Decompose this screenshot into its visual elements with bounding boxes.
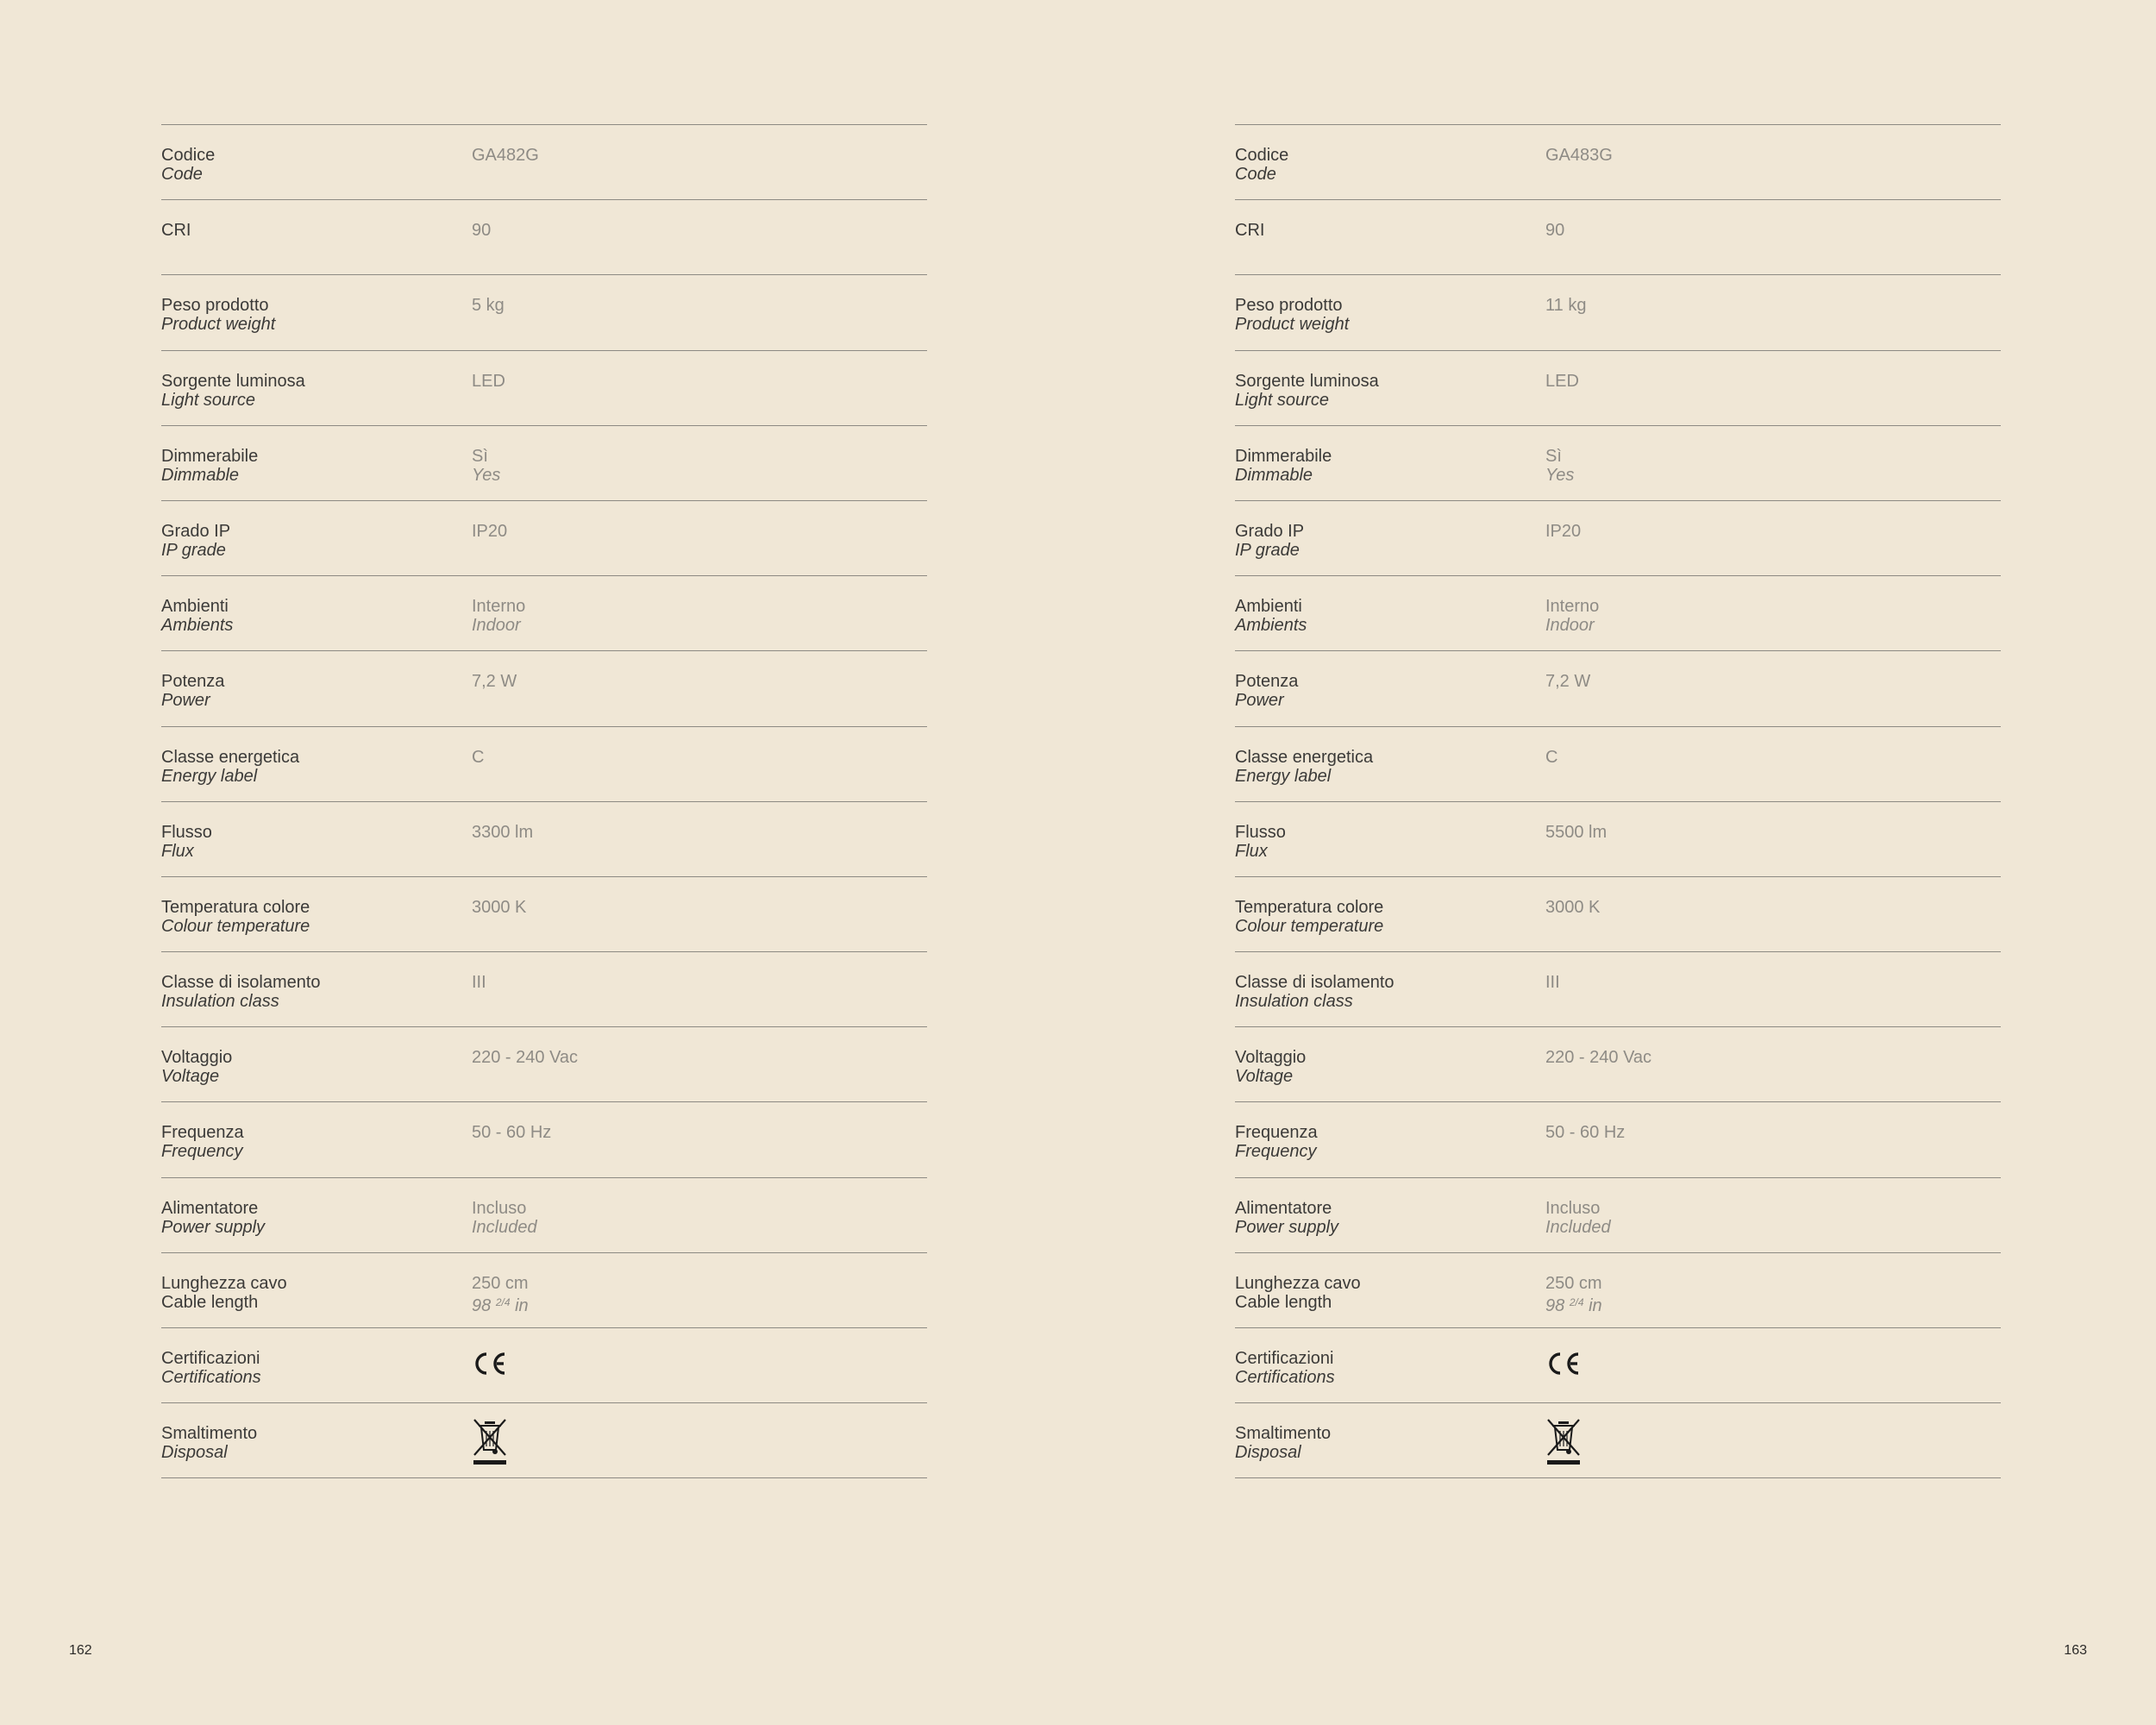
spec-label bbox=[161, 597, 233, 635]
spec-row bbox=[161, 651, 927, 726]
spec-label-it: Temperatura colore bbox=[1235, 897, 1384, 917]
spec-row bbox=[161, 1027, 927, 1102]
spec-row bbox=[161, 1328, 927, 1403]
spec-label bbox=[1235, 372, 1379, 410]
spec-value-it: 3300 lm bbox=[472, 822, 534, 842]
spec-label-it: Sorgente luminosa bbox=[1235, 371, 1379, 391]
spec-value-it: 5 kg bbox=[472, 296, 505, 316]
spec-value-it: Sì bbox=[1545, 446, 1562, 466]
spec-value bbox=[1545, 146, 1613, 165]
spec-label bbox=[1235, 1048, 1306, 1086]
spec-label-en: IP grade bbox=[1235, 540, 1300, 560]
spec-row bbox=[161, 426, 927, 501]
spec-row bbox=[1235, 275, 2001, 350]
spec-row bbox=[1235, 576, 2001, 651]
spec-value-it: 7,2 W bbox=[1545, 672, 1591, 692]
spec-row bbox=[161, 576, 927, 651]
spec-row bbox=[1235, 200, 2001, 275]
spec-label-en: Voltage bbox=[161, 1067, 220, 1087]
spec-label-en: Disposal bbox=[1235, 1443, 1301, 1463]
spec-label-en: Power supply bbox=[161, 1217, 266, 1237]
spec-row bbox=[1235, 125, 2001, 200]
spec-label-it: Potenza bbox=[161, 672, 225, 692]
spec-row bbox=[1235, 1328, 2001, 1403]
spec-value-it: IP20 bbox=[1545, 521, 1582, 541]
spec-row bbox=[161, 1102, 927, 1177]
spec-value bbox=[1545, 1199, 1611, 1237]
spec-row bbox=[1235, 727, 2001, 802]
spec-label bbox=[1235, 748, 1373, 786]
spec-label bbox=[161, 973, 321, 1011]
spec-value bbox=[472, 1123, 551, 1142]
spec-label-en: Insulation class bbox=[161, 992, 279, 1012]
spec-label-it: Certificazioni bbox=[1235, 1349, 1334, 1368]
spec-label-it: Temperatura colore bbox=[161, 897, 310, 917]
spec-value-it: 250 cm bbox=[472, 1273, 529, 1293]
spec-row bbox=[161, 1403, 927, 1478]
ce-mark-icon bbox=[472, 1351, 508, 1377]
spec-label bbox=[1235, 146, 1288, 184]
spec-label bbox=[1235, 1274, 1361, 1312]
spec-label-it: Frequenza bbox=[1235, 1123, 1318, 1143]
spec-label bbox=[161, 898, 310, 936]
spec-value bbox=[1545, 823, 1607, 842]
spec-value-it: Interno bbox=[472, 597, 526, 617]
spec-label-en: Ambients bbox=[1235, 616, 1307, 636]
spec-row bbox=[161, 802, 927, 877]
spec-value-en bbox=[1545, 1293, 1602, 1315]
spec-label-it: Smaltimento bbox=[161, 1424, 258, 1444]
spec-label-it: Potenza bbox=[1235, 672, 1299, 692]
cable-length-fraction: 2/4 bbox=[1569, 1295, 1584, 1308]
spec-value bbox=[1545, 372, 1579, 391]
spec-label-en: Dimmable bbox=[161, 465, 240, 485]
spec-value bbox=[1545, 748, 1557, 767]
spec-label-it: Codice bbox=[161, 146, 216, 165]
spec-label bbox=[161, 1424, 257, 1462]
spec-label-it: CRI bbox=[1235, 221, 1265, 241]
spec-value-it: 5500 lm bbox=[1545, 822, 1608, 842]
spec-label-en: Flux bbox=[1235, 841, 1268, 861]
spec-value bbox=[472, 973, 486, 992]
spec-value bbox=[1545, 597, 1599, 635]
spec-value-it: 220 - 240 Vac bbox=[1545, 1048, 1652, 1068]
spec-label-en: Light source bbox=[1235, 390, 1329, 410]
spec-label-en: Cable length bbox=[161, 1292, 259, 1312]
spec-value bbox=[472, 748, 484, 767]
spec-value-it: C bbox=[1545, 747, 1558, 767]
spec-value bbox=[1545, 898, 1600, 917]
spec-label bbox=[161, 1123, 244, 1161]
spec-value-en bbox=[472, 1293, 529, 1315]
spec-label-en: Certifications bbox=[161, 1368, 261, 1387]
spec-value-it: 50 - 60 Hz bbox=[1545, 1123, 1626, 1143]
spec-label-it: Lunghezza cavo bbox=[1235, 1273, 1361, 1293]
spec-value-en: Indoor bbox=[1545, 616, 1595, 636]
spec-value bbox=[472, 522, 507, 541]
spec-value-it: LED bbox=[472, 371, 505, 391]
spec-label-en: Voltage bbox=[1235, 1067, 1294, 1087]
spec-label-it: Sorgente luminosa bbox=[161, 371, 305, 391]
spec-value-it: Incluso bbox=[472, 1198, 527, 1218]
spec-value bbox=[472, 823, 533, 842]
spec-label-it: Frequenza bbox=[161, 1123, 244, 1143]
spec-label-en: Product weight bbox=[1235, 315, 1350, 335]
spec-table-right bbox=[1235, 124, 2001, 1478]
spec-value-it: Incluso bbox=[1545, 1198, 1601, 1218]
spec-value-it: 50 - 60 Hz bbox=[472, 1123, 552, 1143]
spec-value-it: GA483G bbox=[1545, 146, 1613, 165]
spec-value bbox=[472, 1199, 537, 1237]
spec-label-en: Certifications bbox=[1235, 1368, 1335, 1387]
spec-value bbox=[472, 221, 491, 240]
spec-label bbox=[1235, 1123, 1318, 1161]
spec-label-it: Lunghezza cavo bbox=[161, 1273, 287, 1293]
spec-label-it: Flusso bbox=[161, 822, 212, 842]
spec-label bbox=[1235, 221, 1264, 240]
spec-label-it: Peso prodotto bbox=[161, 296, 269, 316]
weee-bin-icon bbox=[472, 1417, 508, 1467]
spec-label-it: Peso prodotto bbox=[1235, 296, 1343, 316]
spec-row bbox=[161, 952, 927, 1027]
spec-label-it: Smaltimento bbox=[1235, 1424, 1332, 1444]
spec-label-en: Power supply bbox=[1235, 1217, 1339, 1237]
spec-row bbox=[1235, 351, 2001, 426]
spec-row bbox=[161, 351, 927, 426]
cable-length-unit: in bbox=[1589, 1295, 1602, 1315]
spec-row bbox=[1235, 1027, 2001, 1102]
spec-value-it: 3000 K bbox=[1545, 897, 1601, 917]
spec-table-left bbox=[161, 124, 927, 1478]
spec-label-en: Colour temperature bbox=[161, 916, 310, 936]
spec-label bbox=[161, 1274, 287, 1312]
spec-label-en: IP grade bbox=[161, 540, 226, 560]
spec-label bbox=[161, 296, 275, 334]
cable-length-inches: 98 bbox=[472, 1295, 492, 1315]
spec-row bbox=[1235, 426, 2001, 501]
spec-label bbox=[161, 1048, 232, 1086]
spec-label bbox=[161, 372, 305, 410]
page-number-left: 162 bbox=[69, 1643, 92, 1658]
spec-value-it: III bbox=[1545, 973, 1560, 993]
spec-label bbox=[161, 1199, 265, 1237]
spec-label-it: Voltaggio bbox=[1235, 1048, 1307, 1068]
spec-label-en: Frequency bbox=[1235, 1142, 1317, 1162]
spec-label bbox=[1235, 898, 1383, 936]
spec-label-it: Alimentatore bbox=[161, 1198, 259, 1218]
spec-label-en: Power bbox=[161, 691, 210, 711]
spec-label-en: Flux bbox=[161, 841, 194, 861]
spec-value bbox=[1545, 1123, 1625, 1142]
spec-row bbox=[1235, 1102, 2001, 1177]
spec-label bbox=[1235, 1199, 1338, 1237]
spec-row bbox=[1235, 1403, 2001, 1478]
spec-label bbox=[1235, 597, 1307, 635]
spec-label-en: Frequency bbox=[161, 1142, 243, 1162]
ce-mark-icon bbox=[1545, 1351, 1582, 1377]
spec-label bbox=[1235, 1349, 1335, 1387]
spec-value bbox=[1545, 1274, 1602, 1315]
spec-value-it: 90 bbox=[472, 221, 492, 241]
spec-value bbox=[472, 146, 539, 165]
spec-value-it: 90 bbox=[1545, 221, 1565, 241]
spec-value bbox=[472, 1274, 529, 1315]
spec-label bbox=[1235, 296, 1349, 334]
spec-value-en: Yes bbox=[1545, 465, 1575, 485]
spec-label bbox=[1235, 672, 1298, 710]
spec-value bbox=[472, 296, 505, 315]
spec-value bbox=[1545, 672, 1590, 691]
spec-label-en: Dimmable bbox=[1235, 465, 1313, 485]
spec-label bbox=[161, 823, 212, 861]
spec-row bbox=[161, 1253, 927, 1328]
spec-label-it: Certificazioni bbox=[161, 1349, 260, 1368]
spec-row bbox=[161, 200, 927, 275]
spec-value-it: IP20 bbox=[472, 521, 508, 541]
spec-value-it: III bbox=[472, 973, 486, 993]
spec-label-en: Code bbox=[1235, 165, 1276, 184]
spec-label-en: Code bbox=[161, 165, 203, 184]
spec-label bbox=[161, 221, 191, 240]
spec-value bbox=[1545, 447, 1574, 485]
spec-row bbox=[161, 275, 927, 350]
spec-row bbox=[161, 727, 927, 802]
spec-label bbox=[1235, 447, 1332, 485]
spec-value-it: 250 cm bbox=[1545, 1273, 1602, 1293]
spec-label-en: Power bbox=[1235, 691, 1284, 711]
spec-label-it: Classe di isolamento bbox=[1235, 973, 1395, 993]
spec-label-en: Light source bbox=[161, 390, 255, 410]
spec-label bbox=[161, 447, 258, 485]
spec-value bbox=[472, 372, 505, 391]
spec-label-it: Classe energetica bbox=[161, 747, 300, 767]
spec-value-en: Yes bbox=[472, 465, 501, 485]
spec-row bbox=[161, 877, 927, 952]
spec-label bbox=[1235, 1424, 1331, 1462]
spec-label-en: Ambients bbox=[161, 616, 234, 636]
spec-label-it: Grado IP bbox=[1235, 521, 1305, 541]
spec-label-it: Alimentatore bbox=[1235, 1198, 1332, 1218]
spec-value bbox=[472, 597, 525, 635]
spec-label-it: Dimmerabile bbox=[161, 446, 259, 466]
spec-row bbox=[161, 1178, 927, 1253]
spec-value-it: 11 kg bbox=[1545, 296, 1587, 316]
spec-label bbox=[1235, 823, 1286, 861]
spec-row bbox=[1235, 501, 2001, 576]
spec-label-it: Codice bbox=[1235, 146, 1289, 165]
spec-label-it: CRI bbox=[161, 221, 191, 241]
spec-label-it: Voltaggio bbox=[161, 1048, 233, 1068]
spec-label-en: Cable length bbox=[1235, 1292, 1332, 1312]
spec-value bbox=[472, 672, 517, 691]
spec-row bbox=[161, 125, 927, 200]
spec-value-it: Sì bbox=[472, 446, 488, 466]
spec-row bbox=[1235, 1253, 2001, 1328]
spec-label-it: Flusso bbox=[1235, 822, 1286, 842]
spec-value-it: 7,2 W bbox=[472, 672, 517, 692]
spec-row bbox=[1235, 952, 2001, 1027]
spec-label bbox=[1235, 973, 1395, 1011]
spec-value-it: C bbox=[472, 747, 485, 767]
spec-value-it: GA482G bbox=[472, 146, 539, 165]
spec-row bbox=[1235, 877, 2001, 952]
spec-value bbox=[472, 1048, 578, 1067]
spec-label-it: Ambienti bbox=[161, 597, 229, 617]
spec-label-en: Energy label bbox=[161, 766, 258, 786]
weee-bin-icon bbox=[1545, 1417, 1582, 1467]
spec-value-en: Included bbox=[472, 1217, 537, 1237]
spec-label-it: Dimmerabile bbox=[1235, 446, 1332, 466]
spec-label bbox=[161, 1349, 261, 1387]
spec-value bbox=[472, 447, 500, 485]
spec-label-en: Energy label bbox=[1235, 766, 1332, 786]
spec-value bbox=[1545, 973, 1560, 992]
cable-length-inches: 98 bbox=[1545, 1295, 1565, 1315]
spec-value bbox=[1545, 296, 1586, 315]
spec-label-it: Grado IP bbox=[161, 521, 231, 541]
spec-value-it: Interno bbox=[1545, 597, 1600, 617]
spec-value-it: 3000 K bbox=[472, 897, 527, 917]
spec-value-it: 220 - 240 Vac bbox=[472, 1048, 579, 1068]
spec-label-en: Disposal bbox=[161, 1443, 228, 1463]
spec-row bbox=[1235, 651, 2001, 726]
spec-label-it: Classe di isolamento bbox=[161, 973, 321, 993]
spec-value bbox=[472, 898, 526, 917]
cable-length-unit: in bbox=[515, 1295, 529, 1315]
page-number-right: 163 bbox=[2064, 1643, 2087, 1658]
spec-label bbox=[161, 672, 224, 710]
spec-row bbox=[1235, 1178, 2001, 1253]
spec-value-en: Indoor bbox=[472, 616, 521, 636]
spec-label bbox=[1235, 522, 1304, 560]
spec-value bbox=[1545, 522, 1581, 541]
spec-label-en: Product weight bbox=[161, 315, 276, 335]
spec-row bbox=[1235, 802, 2001, 877]
spec-label bbox=[161, 146, 215, 184]
spec-value bbox=[1545, 221, 1564, 240]
spec-label-it: Ambienti bbox=[1235, 597, 1302, 617]
spec-value bbox=[1545, 1048, 1651, 1067]
spec-value-it: LED bbox=[1545, 371, 1579, 391]
cable-length-fraction: 2/4 bbox=[495, 1295, 511, 1308]
spec-label-it: Classe energetica bbox=[1235, 747, 1374, 767]
spec-label-en: Insulation class bbox=[1235, 992, 1353, 1012]
spec-value-en: Included bbox=[1545, 1217, 1611, 1237]
spec-label bbox=[161, 748, 299, 786]
spec-label bbox=[161, 522, 230, 560]
spec-label-en: Colour temperature bbox=[1235, 916, 1384, 936]
spec-row bbox=[161, 501, 927, 576]
